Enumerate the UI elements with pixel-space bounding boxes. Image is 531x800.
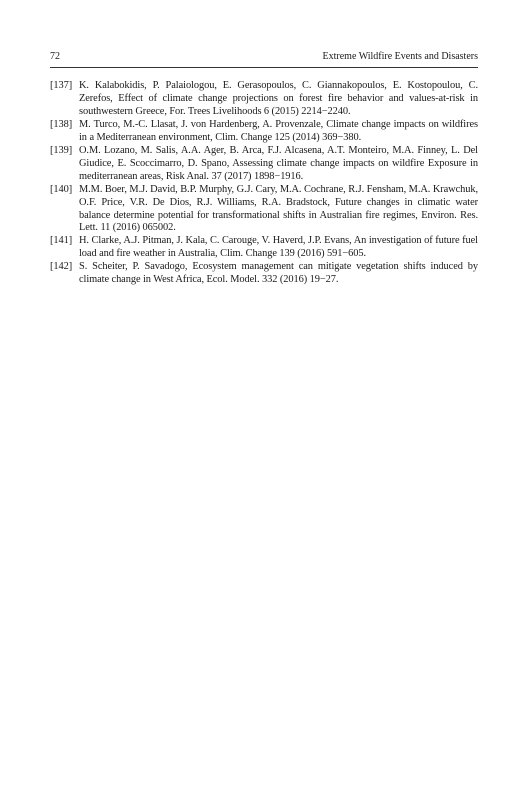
page-number: 72 xyxy=(50,51,60,62)
reference-label: [141] xyxy=(50,235,73,247)
reference-text: S. Scheiter, P. Savadogo, Ecosystem management can mitigate vegetation shifts induced by climate change in West Africa, Ecol. Model. 332 (2016) 19−27. xyxy=(79,261,478,286)
reference-text: O.M. Lozano, M. Salis, A.A. Ager, B. Arca, F.J. Alcasena, A.T. Monteiro, M.A. Finney, L. Del Giudice, E. Scoccimarro, D. Spano, Assessing climate change impacts on wildfire Exposure in mediterranean areas, Risk Anal. 37 (2017) 1898−1916. xyxy=(79,144,478,182)
header-rule xyxy=(50,67,478,68)
reference-item xyxy=(50,145,478,184)
reference-label: [138] xyxy=(50,118,73,130)
reference-label: [142] xyxy=(50,261,73,273)
running-head xyxy=(50,49,478,65)
reference-item xyxy=(50,80,478,119)
running-title: Extreme Wildfire Events and Disasters xyxy=(322,51,478,62)
reference-label: [140] xyxy=(50,183,73,195)
reference-item xyxy=(50,184,478,236)
reference-label: [139] xyxy=(50,144,73,156)
reference-text: K. Kalabokidis, P. Palaiologou, E. Gerasopoulos, C. Giannakopoulos, E. Kostopoulou, C. Zerefos, Effect of climate change projections on forest fire behavior and values-at-risk in southwestern Greece, For. Trees Livelihoods 6 (2015) 2214−2240. xyxy=(79,80,478,117)
reference-list xyxy=(50,80,478,287)
reference-text: H. Clarke, A.J. Pitman, J. Kala, C. Carouge, V. Haverd, J.P. Evans, An investigation of future fuel load and fire weather in Australia, Clim. Change 139 (2016) 591−605. xyxy=(79,235,478,260)
reference-text: M. Turco, M.-C. Llasat, J. von Hardenberg, A. Provenzale, Climate change impacts on wildfires in a Mediterranean environment, Clim. Change 125 (2014) 369−380. xyxy=(79,118,478,143)
reference-item xyxy=(50,235,478,261)
reference-text: M.M. Boer, M.J. David, B.P. Murphy, G.J. Cary, M.A. Cochrane, R.J. Fensham, M.A. Krawchuk, O.F. Price, V.R. De Dios, R.J. Williams, R.A. Bradstock, Future changes in climatic water balance determine potential for transformational shifts in Australian fire regimes, Environ. Res. Lett. 11 (2016) 065002. xyxy=(79,183,478,234)
reference-label: [137] xyxy=(50,80,73,91)
reference-item xyxy=(50,119,478,145)
reference-item xyxy=(50,261,478,287)
